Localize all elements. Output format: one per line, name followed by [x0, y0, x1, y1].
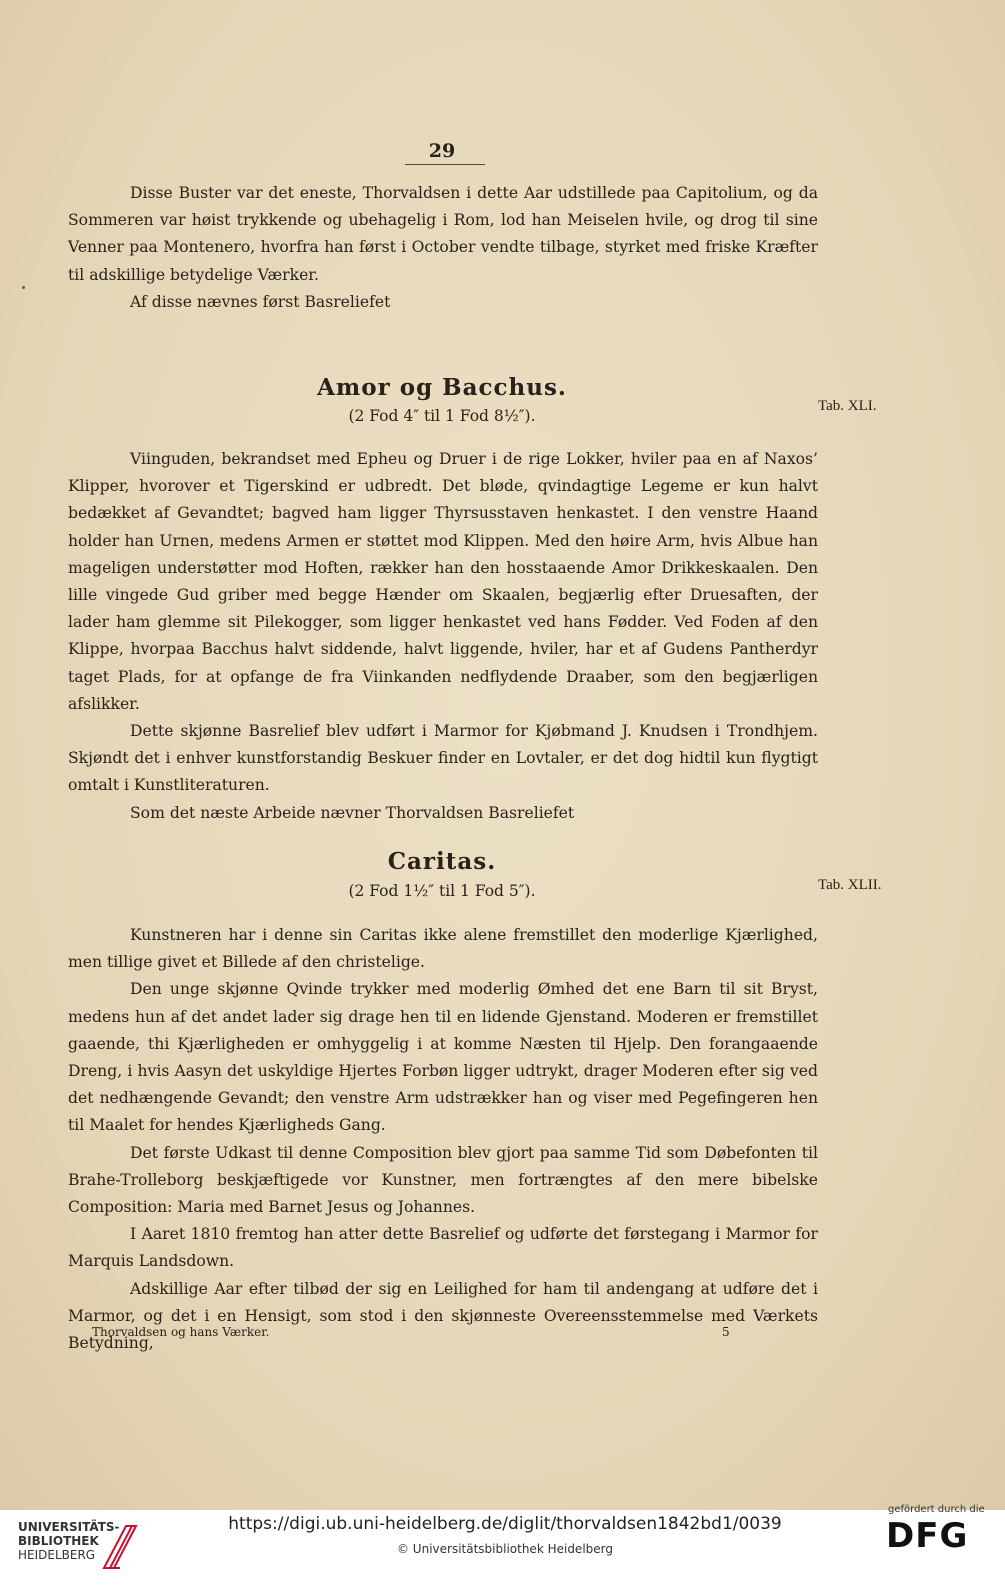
- copyright-notice: © Universitätsbibliothek Heidelberg: [396, 1542, 613, 1556]
- signature-line: Thorvaldsen og hans Værker.: [92, 1325, 270, 1339]
- section-title-amor-bacchus: Amor og Bacchus.: [317, 374, 567, 401]
- signature-number: 5: [722, 1325, 730, 1339]
- plate-reference: Tab. XLII.: [818, 877, 882, 893]
- paragraph: Adskillige Aar efter tilbød der sig en Leilighed for ham til andengang at udføre det i Marmor, og det i en Hensigt, som stod i den skjønneste Overeensstemmelse med Værkets Betydning,: [68, 1279, 818, 1353]
- paragraph: Som det næste Arbeide nævner Thorvaldsen Basreliefet: [130, 803, 575, 822]
- section-title-caritas: Caritas.: [387, 848, 497, 875]
- library-name: UNIVERSITÄTS- BIBLIOTHEK HEIDELBERG: [18, 1520, 120, 1562]
- section1-text: [68, 446, 818, 827]
- plate-reference: Tab. XLI.: [818, 398, 877, 414]
- paragraph: Dette skjønne Basrelief blev udført i Marmor for Kjøbmand J. Knudsen i Trondhjem. Skjøndt det i enhver kunstforstandig Beskuer finder en Lovtaler, er det dog hidtil kun flygtigt omtalt i Kunstliteraturen.: [68, 722, 818, 795]
- paragraph: I Aaret 1810 fremtog han atter dette Basrelief og udførte det førstegang i Marmor for Marquis Landsdown.: [68, 1225, 818, 1271]
- section-dimensions: (2 Fod 1½″ til 1 Fod 5″).: [348, 882, 536, 900]
- paragraph: Den unge skjønne Qvinde trykker med moderlig Ømhed det ene Barn til sit Bryst, medens hun af det andet lader sig drage hen til en lidende Gjenstand. Moderen er fremstillet gaaende, thi Kjærligheden er omhyggelig i at komme Næsten til Hjelp. Den forangaaende Dreng, i hvis Aasyn det uskyldige Hjertes Forbøn ligger udtrykt, drager Moderen efter sig ved det nedhængende Gevandt; den venstre Arm udstrækker han og viser med Pegefingeren hen til Maalet for hendes Kjærligheds Gang.: [68, 980, 818, 1135]
- intro-text: [68, 180, 818, 316]
- paragraph: Det første Udkast til denne Composition blev gjort paa samme Tid som Døbefonten til Brahe-Trolleborg beskjæftigede vor Kunstner, men fortrængtes af den mere bibelske Composition: Maria med Barnet Jesus og Johannes.: [68, 1143, 818, 1217]
- margin-speck: [22, 286, 25, 289]
- paragraph: Af disse nævnes først Basreliefet: [130, 292, 391, 311]
- dfg-logo: DFG: [886, 1516, 969, 1556]
- page-number: 29: [428, 140, 456, 162]
- funding-label: gefördert durch die: [888, 1504, 985, 1515]
- paragraph: Viinguden, bekrandset med Epheu og Druer i de rige Lokker, hviler paa en af Naxos’ Klipper, hvorover et Tigerskind er udbredt. Det bløde, qvindagtige Legeme er kun halvt bedækket af Gevandtet; bagved ham ligger Thyrsusstaven henkastet. I den venstre Haand holder han Urnen, medens Armen er støttet mod Klippen. Med den høire Arm, hvis Albue han mageligen understøtter mod Hoften, rækker han den hosstaaende Amor Drikkeskaalen. Den lille vingede Gud griber med begge Hænder om Skaalen, begjærlig efter Druesaften, der lader ham glemme sit Pilekogger, som ligger henkastet ved hans Fødder. Ved Foden af den Klippe, hvorpaa Bacchus halvt siddende, halvt liggende, hviler, har et af Gudens Pantherdyr taget Plads, for at opfange de fra Viinkanden nedflydende Draaber, som den begjærligen afslikker.: [68, 450, 818, 713]
- permalink-url[interactable]: https://digi.ub.uni-heidelberg.de/diglit/thorvaldsen1842bd1/0039: [228, 1514, 782, 1534]
- section2-text: [68, 922, 818, 1357]
- page-number-rule: [405, 164, 485, 165]
- section-dimensions: (2 Fod 4″ til 1 Fod 8½″).: [348, 407, 536, 425]
- paragraph: Kunstneren har i denne sin Caritas ikke alene fremstillet den moderlige Kjærlighed, men tillige givet et Billede af den christelige.: [68, 926, 818, 972]
- library-logo-icon: [100, 1522, 140, 1572]
- paragraph: Disse Buster var det eneste, Thorvaldsen i dette Aar udstillede paa Capitolium, og da Sommeren var høist trykkende og ubehagelig i Rom, lod han Meiselen hvile, og drog til sine Venner paa Montenero, hvorfra han først i October vendte tilbage, styrket med friske Kræfter til adskillige betydelige Værker.: [68, 184, 818, 284]
- library-footer-band: [0, 1504, 1005, 1586]
